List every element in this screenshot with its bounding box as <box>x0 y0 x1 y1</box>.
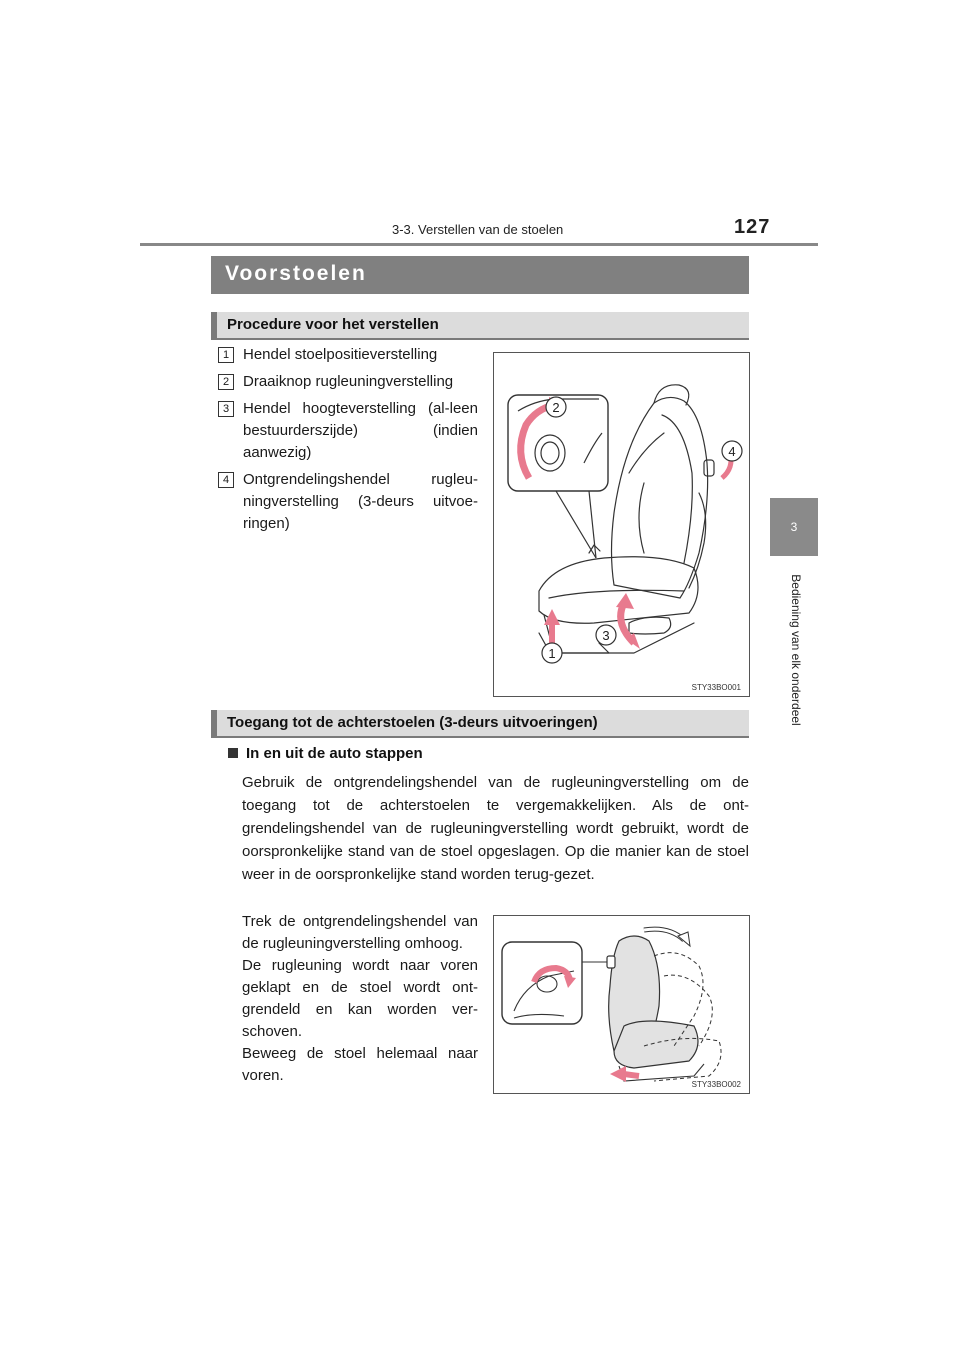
bullet-heading <box>228 745 423 762</box>
list-item <box>218 344 478 366</box>
seat-fold-illustration <box>494 916 750 1094</box>
list-number: 2 <box>218 374 234 390</box>
body-paragraph: Gebruik de ontgrendelingshendel van de rugleuningverstelling om de toegang tot de achterstoelen te vergemakkelijken. Als de ont-grendelingshendel van de rugleuningverstelling wordt gebruikt, wordt de oorspronkelijke stand van de stoel opgeslagen. Op die manier kan de stoel weer in de oorspronkelijke stand worden terug-gezet. <box>242 774 749 883</box>
list-number: 1 <box>218 347 234 363</box>
list-item <box>218 371 478 393</box>
page-number: 127 <box>734 216 771 238</box>
callout-3: 3 <box>602 628 610 643</box>
header-rule <box>140 243 818 246</box>
section-heading-procedure: Procedure voor het verstellen <box>211 312 749 340</box>
step-text: Trek de ontgrendelingshendel van de rugleuningverstelling omhoog. <box>242 913 478 952</box>
step-text: De rugleuning wordt naar voren geklapt en de stoel wordt ont-grendeld en kan worden ver-schoven. <box>242 957 478 1040</box>
seat-adjustment-figure <box>493 352 750 697</box>
step-text: Beweeg de stoel helemaal naar voren. <box>242 1045 478 1084</box>
callout-4: 4 <box>728 444 736 459</box>
list-number: 3 <box>218 401 234 417</box>
list-number: 4 <box>218 472 234 488</box>
figure-code: STY33BO002 <box>691 1080 741 1089</box>
chapter-title: Bediening van elk onderdeel <box>789 574 803 726</box>
seat-fold-figure <box>493 915 750 1094</box>
list-item-text: Ontgrendelingshendel rugleu-ningverstelling (3-deurs uitvoe-ringen) <box>243 471 478 532</box>
bullet-heading-text: In en uit de auto stappen <box>246 745 423 762</box>
square-bullet-icon <box>228 748 238 758</box>
callout-2: 2 <box>552 400 560 415</box>
seat-illustration <box>494 353 750 697</box>
list-item-text: Hendel stoelpositieverstelling <box>243 346 438 363</box>
header-section-title: 3-3. Verstellen van de stoelen <box>392 222 564 237</box>
list-item <box>218 469 478 535</box>
figure-code: STY33BO001 <box>691 683 741 692</box>
forward-arrow-icon <box>624 1074 639 1076</box>
numbered-list <box>218 344 478 540</box>
section-heading-rear-access: Toegang tot de achterstoelen (3-deurs uitvoeringen) <box>211 710 749 738</box>
chapter-tab: 3 <box>770 498 818 556</box>
steps-text <box>242 911 478 1087</box>
list-item-text: Hendel hoogteverstelling (al-leen bestuurderszijde) (indien aanwezig) <box>243 400 478 461</box>
page-title: Voorstoelen <box>211 256 749 294</box>
callout-1: 1 <box>548 646 556 661</box>
list-item-text: Draaiknop rugleuningverstelling <box>243 373 454 390</box>
list-item <box>218 398 478 464</box>
